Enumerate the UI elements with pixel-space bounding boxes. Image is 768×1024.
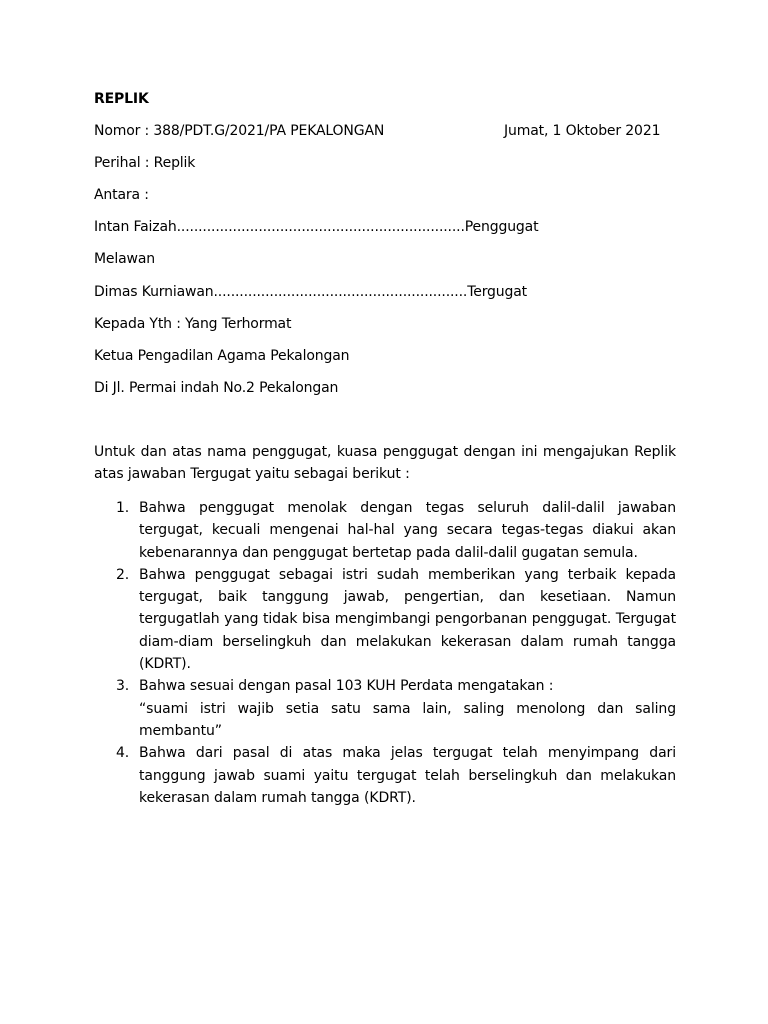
document-title: REPLIK [94,91,149,107]
court-name: Ketua Pengadilan Agama Pekalongan [94,348,350,364]
parties-label: Antara : [94,187,149,203]
list-item-number: 3. [116,678,130,695]
list-item [94,564,676,675]
law-quote: “suami istri wajib setia satu sama lain, saling menolong dan saling membantu” [139,700,676,739]
defendant-line: Dimas Kurniawan...........................................................Tergugat [94,284,528,300]
case-number: Nomor : 388/PDT.G/2021/PA PEKALONGAN [94,123,385,139]
subject-line: Perihal : Replik [94,155,196,171]
intro-paragraph: Untuk dan atas nama penggugat, kuasa penggugat dengan ini mengajukan Replik atas jawaban Tergugat yaitu sebagai berikut : [94,444,676,482]
list-item-number: 2. [116,566,130,583]
list-item-number: 4. [116,745,130,762]
document-date: Jumat, 1 Oktober 2021 [504,123,661,139]
list-item-text: Bahwa penggugat sebagai istri sudah memberikan yang terbaik kepada tergugat, baik tanggung jawab, pengertian, dan kesetiaan. Namun tergugatlah yang tidak bisa mengimbangi pengorbanan penggugat. Tergugat diam-diam berselingkuh dan melakukan kekerasan dalam rumah tangga (KDRT). [139,566,676,673]
plaintiff-line: Intan Faizah...................................................................Penggugat [94,219,539,235]
list-item-text: Bahwa sesuai dengan pasal 103 KUH Perdata mengatakan : [139,678,554,695]
court-address: Di Jl. Permai indah No.2 Pekalongan [94,380,339,396]
list-item [94,742,676,809]
list-item-text: Bahwa dari pasal di atas maka jelas tergugat telah menyimpang dari tanggung jawab suami yaitu tergugat telah berselingkuh dan melakukan kekerasan dalam rumah tangga (KDRT). [139,745,676,806]
versus-label: Melawan [94,251,156,267]
addressee-line: Kepada Yth : Yang Terhormat [94,316,292,332]
list-item-text: Bahwa penggugat menolak dengan tegas seluruh dalil-dalil jawaban tergugat, kecuali mengenai hal-hal yang secara tegas-tegas diakui akan kebenarannya dan penggugat bertetap pada dalil-dalil gugatan semula. [139,500,676,561]
reply-points-list [94,497,676,809]
list-item [94,497,676,564]
list-item [94,675,676,742]
list-item-number: 1. [116,500,130,516]
